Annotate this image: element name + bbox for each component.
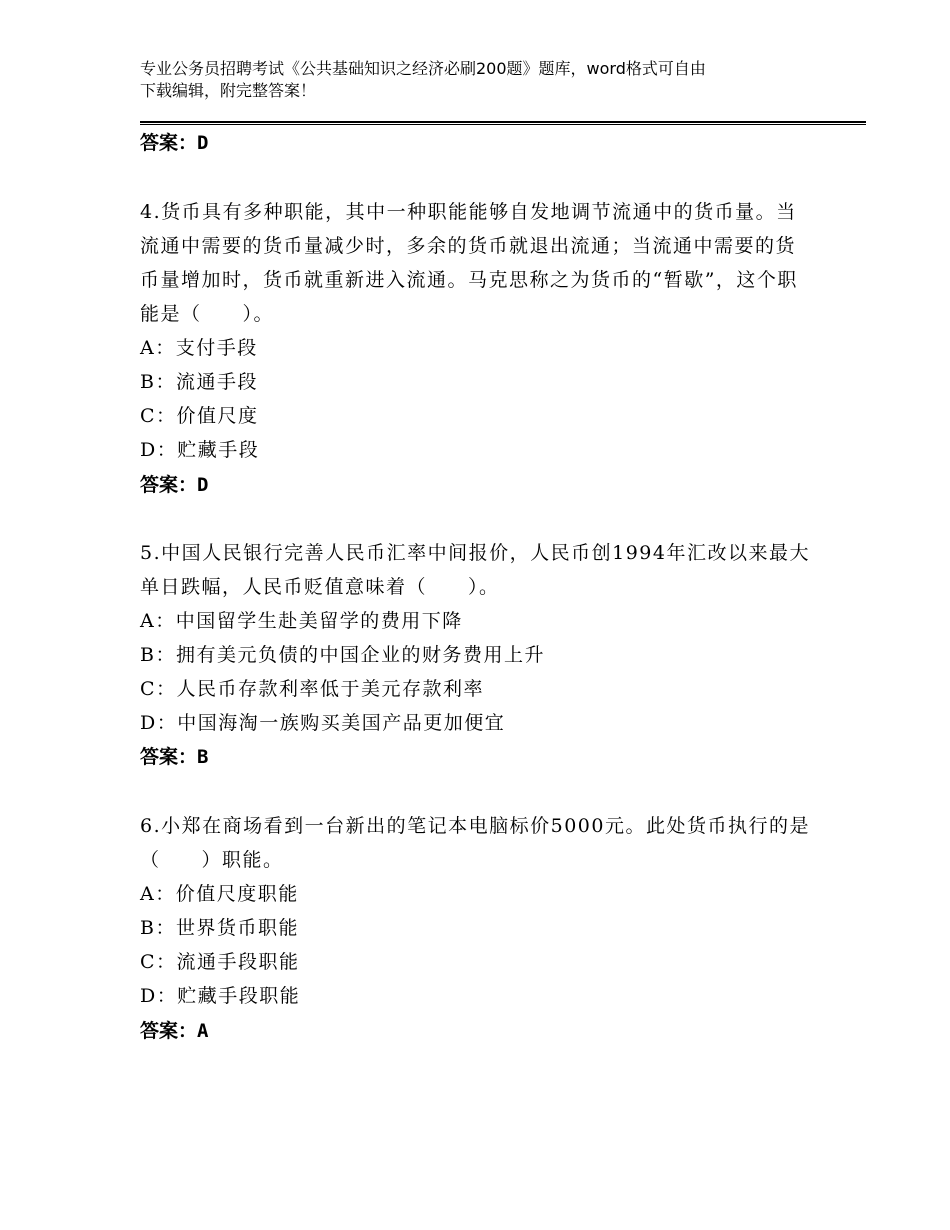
- answer-label: 答案：: [140, 1020, 198, 1042]
- option-a: A：价值尺度职能: [140, 883, 299, 905]
- question-6: [140, 809, 810, 1013]
- question-stem: 4.货币具有多种职能，其中一种职能能够自发地调节流通中的货币量。当流通中需要的货币量减少时，多余的货币就退出流通；当流通中需要的货币量增加时，货币就重新进入流通。马克思称之为货币的“暂歇”，这个职能是（ ）。: [140, 201, 798, 325]
- answer-label: 答案：: [140, 474, 198, 496]
- option-b: B：世界货币职能: [140, 917, 299, 939]
- option-d: D：中国海淘一族购买美国产品更加便宜: [140, 712, 506, 734]
- question-5: [140, 536, 810, 740]
- header-divider: [140, 121, 866, 125]
- answer-label: 答案：: [140, 746, 198, 768]
- option-a: A：支付手段: [140, 337, 258, 359]
- answer-5: [140, 745, 208, 769]
- answer-value: A: [197, 1020, 209, 1042]
- option-a: A：中国留学生赴美留学的费用下降: [140, 610, 463, 632]
- option-c: C：价值尺度: [140, 405, 259, 427]
- option-d: D：贮藏手段职能: [140, 985, 301, 1007]
- answer-6: [140, 1019, 208, 1043]
- answer-4: [140, 473, 208, 497]
- header-line-2: 下载编辑，附完整答案！: [140, 81, 317, 100]
- option-b: B：流通手段: [140, 371, 258, 393]
- option-b: B：拥有美元负债的中国企业的财务费用上升: [140, 644, 545, 666]
- answer-value: D: [197, 474, 209, 496]
- header-line-1: 专业公务员招聘考试《公共基础知识之经济必刷200题》题库，word格式可自由: [140, 59, 706, 78]
- answer-value: B: [197, 746, 209, 768]
- question-4: [140, 195, 810, 467]
- option-d: D：贮藏手段: [140, 439, 260, 461]
- answer-value: D: [197, 132, 209, 154]
- question-stem: 5.中国人民银行完善人民币汇率中间报价，人民币创1994年汇改以来最大单日跌幅，人民币贬值意味着（ ）。: [140, 542, 810, 598]
- option-c: C：人民币存款利率低于美元存款利率: [140, 678, 485, 700]
- question-stem: 6.小郑在商场看到一台新出的笔记本电脑标价5000元。此处货币执行的是（ ）职能。: [140, 815, 810, 871]
- page-header: [140, 58, 820, 102]
- answer-label: 答案：: [140, 132, 198, 154]
- option-c: C：流通手段职能: [140, 951, 300, 973]
- answer-prev: [140, 131, 208, 155]
